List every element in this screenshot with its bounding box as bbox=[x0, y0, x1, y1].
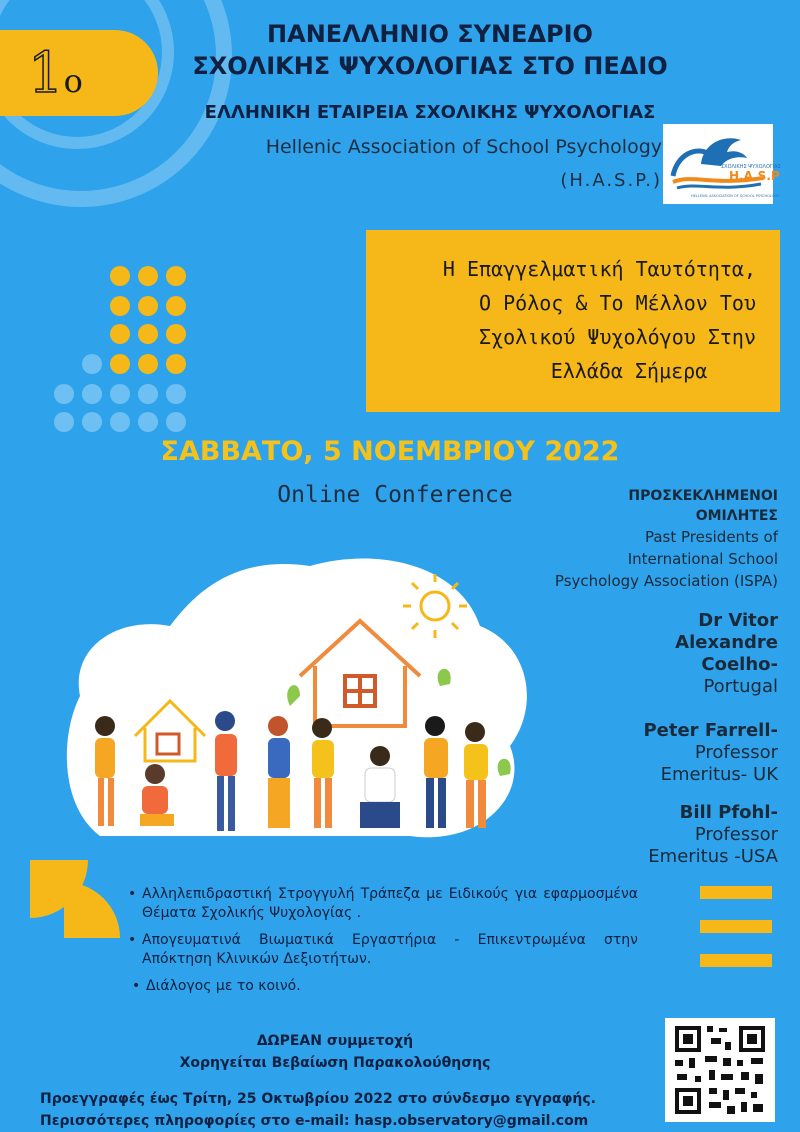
speakers-heading-1: ΠΡΟΣΚΕΚΛΗΜΕΝΟΙ bbox=[628, 488, 778, 504]
registration-info: Προεγγραφές έως Τρίτη, 25 Οκτωβρίου 2022 στο σύνδεσμο εγγραφής. bbox=[40, 1091, 596, 1107]
logo-top-text: ΣΧΟΛΙΚΗΣ ΨΥΧΟΛΟΓΙΑΣ bbox=[721, 164, 781, 170]
theme-line-1: Η Επαγγελματική Ταυτότητα, bbox=[442, 257, 756, 281]
speakers-heading-2: ΟΜΙΛΗΤΕΣ bbox=[695, 508, 778, 524]
theme-text bbox=[380, 252, 768, 388]
speaker-2-detail-2: Emeritus- UK bbox=[660, 764, 778, 785]
speakers-section bbox=[520, 486, 778, 868]
qr-code-icon bbox=[665, 1018, 775, 1122]
speakers-intro-3: Psychology Association (ISPA) bbox=[554, 572, 778, 590]
speaker-3-name-1: Bill Pfohl- bbox=[679, 802, 778, 823]
speaker-1-detail-1: Portugal bbox=[703, 676, 778, 697]
theme-line-2: Ο Ρόλος & Το Μέλλον Του bbox=[479, 291, 756, 315]
speaker-1-name-3: Coelho- bbox=[701, 654, 778, 675]
hasp-logo bbox=[663, 124, 781, 204]
children-illustration bbox=[60, 546, 540, 846]
speaker-1-name-2: Alexandre bbox=[675, 632, 778, 653]
decor-bar-3 bbox=[700, 954, 772, 967]
decor-quarter-shapes bbox=[28, 858, 128, 948]
feature-item: • Αλληλεπιδραστική Στρογγυλή Τράπεζα με Ειδικούς για εφαρμοσμένα Θέματα Σχολικής Ψυχολογίας . bbox=[128, 885, 638, 923]
org-abbr: (H.A.S.P.) bbox=[560, 170, 662, 191]
edition-suffix: ο bbox=[63, 62, 83, 100]
org-english: Hellenic Association of School Psychology bbox=[265, 136, 662, 158]
certificate-note: Χορηγείται Βεβαίωση Παρακολούθησης bbox=[179, 1055, 491, 1071]
speaker-2-name-1: Peter Farrell- bbox=[643, 720, 778, 741]
speakers-intro-2: International School bbox=[627, 550, 778, 568]
contact-info: Περισσότερες πληροφορίες στο e-mail: hasp.observatory@gmail.com bbox=[40, 1113, 589, 1129]
speaker-2-detail-1: Professor bbox=[694, 742, 778, 763]
edition-digit: 1 bbox=[28, 41, 64, 106]
footer bbox=[40, 1088, 660, 1132]
speakers-intro-1: Past Presidents of bbox=[644, 528, 778, 546]
feature-item: • Διάλογος με το κοινό. bbox=[132, 977, 638, 996]
feature-item: • Απογευματινά Βιωματικά Εργαστήρια - Επικεντρωμένα στην Απόκτηση Κλινικών Δεξιοτήτων. bbox=[128, 931, 638, 969]
title-line-1: ΠΑΝΕΛΛΗΝΙΟ ΣΥΝΕΔΡΙΟ bbox=[267, 20, 593, 48]
logo-subtitle: HELLENIC ASSOCIATION OF SCHOOL PSYCHOLOGY bbox=[691, 194, 780, 198]
theme-line-3: Σχολικού Ψυχολόγου Στην bbox=[479, 325, 756, 349]
free-participation: ΔΩΡΕΑΝ συμμετοχή bbox=[256, 1033, 414, 1049]
title-line-2: ΣΧΟΛΙΚΗΣ ΨΥΧΟΛΟΓΙΑΣ ΣΤΟ ΠΕΔΙΟ bbox=[192, 52, 668, 80]
features-list bbox=[128, 885, 638, 996]
theme-line-4: Ελλάδα Σήμερα bbox=[550, 359, 708, 383]
speaker-3 bbox=[520, 802, 778, 868]
logo-name: H.A.S.P bbox=[729, 169, 780, 183]
qr-code[interactable] bbox=[665, 1018, 775, 1122]
speaker-3-detail-2: Emeritus -USA bbox=[648, 846, 778, 867]
event-format: Online Conference bbox=[277, 482, 513, 508]
participation bbox=[170, 1030, 500, 1074]
speaker-1 bbox=[520, 610, 778, 698]
conference-title bbox=[170, 18, 690, 82]
speaker-3-detail-1: Professor bbox=[694, 824, 778, 845]
decor-bar-2 bbox=[700, 920, 772, 933]
org-greek: ΕΛΛΗΝΙΚΗ ΕΤΑΙΡΕΙΑ ΣΧΟΛΙΚΗΣ ΨΥΧΟΛΟΓΙΑΣ bbox=[204, 102, 656, 123]
speaker-1-name-1: Dr Vitor bbox=[698, 610, 778, 631]
speaker-2 bbox=[520, 720, 778, 786]
event-date: ΣΑΒΒΑΤΟ, 5 ΝΟΕΜΒΡΙΟΥ 2022 bbox=[160, 436, 620, 467]
decor-bar-1 bbox=[700, 886, 772, 899]
edition-number bbox=[28, 42, 83, 113]
